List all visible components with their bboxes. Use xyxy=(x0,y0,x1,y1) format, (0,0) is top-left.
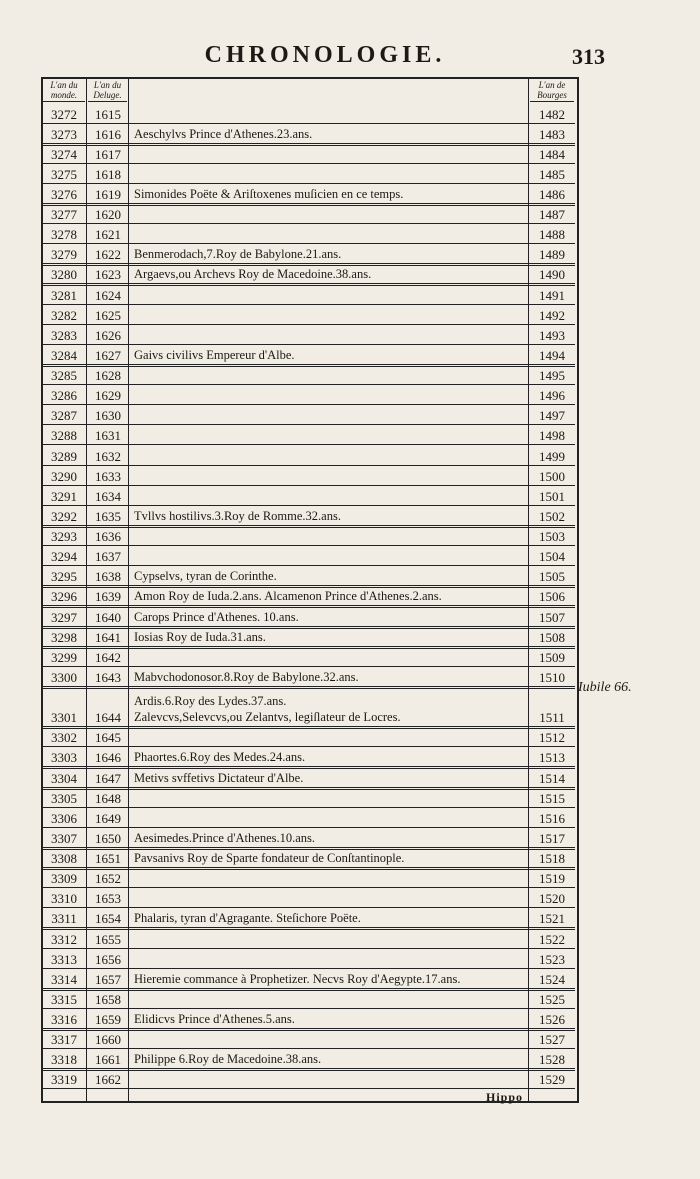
table-row xyxy=(41,426,575,446)
year-deluge: 1649 xyxy=(95,810,121,826)
year-bourges: 1485 xyxy=(539,166,565,182)
year-monde: 3317 xyxy=(51,1032,77,1048)
table-row xyxy=(41,889,575,909)
year-deluge: 1627 xyxy=(95,347,121,363)
year-bourges: 1482 xyxy=(539,106,565,122)
year-bourges: 1484 xyxy=(539,146,565,162)
year-bourges: 1508 xyxy=(539,629,565,645)
year-monde: 3284 xyxy=(51,347,77,363)
event-text: Carops Prince d'Athenes. 10.ans. xyxy=(134,609,299,624)
table-row xyxy=(41,325,575,345)
year-bourges: 1518 xyxy=(539,851,565,867)
year-monde: 3290 xyxy=(51,468,77,484)
table-row xyxy=(41,969,575,991)
year-monde: 3314 xyxy=(51,971,77,987)
year-deluge: 1635 xyxy=(95,508,121,524)
year-deluge: 1654 xyxy=(95,911,121,927)
year-monde: 3295 xyxy=(51,569,77,585)
year-bourges: 1491 xyxy=(539,287,565,303)
year-bourges: 1522 xyxy=(539,931,565,947)
year-bourges: 1495 xyxy=(539,368,565,384)
year-deluge: 1615 xyxy=(95,106,121,122)
table-row xyxy=(41,688,575,730)
year-deluge: 1662 xyxy=(95,1072,121,1088)
year-monde: 3303 xyxy=(51,750,77,766)
year-bourges: 1524 xyxy=(539,971,565,987)
year-bourges: 1529 xyxy=(539,1072,565,1088)
table-row xyxy=(41,768,575,790)
year-deluge: 1638 xyxy=(95,569,121,585)
year-monde: 3287 xyxy=(51,408,77,424)
year-monde: 3276 xyxy=(51,187,77,202)
year-monde: 3294 xyxy=(51,549,77,565)
table-row xyxy=(41,366,575,386)
year-deluge: 1630 xyxy=(95,408,121,424)
year-monde: 3308 xyxy=(51,851,77,867)
year-monde: 3309 xyxy=(51,871,77,887)
year-monde: 3316 xyxy=(51,1012,77,1028)
table-row xyxy=(41,205,575,225)
table-row xyxy=(41,1010,575,1032)
year-monde: 3315 xyxy=(51,991,77,1007)
year-monde: 3307 xyxy=(51,830,77,846)
year-deluge: 1656 xyxy=(95,951,121,967)
table-row xyxy=(41,748,575,770)
year-monde: 3283 xyxy=(51,327,77,343)
year-deluge: 1651 xyxy=(95,851,121,867)
year-bourges: 1515 xyxy=(539,790,565,806)
table-row xyxy=(41,547,575,567)
year-bourges: 1496 xyxy=(539,388,565,404)
year-monde: 3310 xyxy=(51,891,77,907)
year-deluge: 1653 xyxy=(95,891,121,907)
year-monde: 3311 xyxy=(51,911,77,927)
table-row xyxy=(41,808,575,828)
table-row xyxy=(41,1030,575,1050)
year-deluge: 1619 xyxy=(95,187,121,202)
year-bourges: 1493 xyxy=(539,327,565,343)
table-row xyxy=(41,1070,575,1090)
year-deluge: 1646 xyxy=(95,750,121,766)
event-text: Gaivs civilivs Empereur d'Albe. xyxy=(134,347,295,362)
year-monde: 3275 xyxy=(51,166,77,182)
year-bourges: 1507 xyxy=(539,609,565,625)
table-row xyxy=(41,728,575,748)
year-deluge: 1655 xyxy=(95,931,121,947)
year-deluge: 1640 xyxy=(95,609,121,625)
table-row xyxy=(41,607,575,629)
table-row xyxy=(41,446,575,466)
year-deluge: 1618 xyxy=(95,166,121,182)
event-text: Ardis.6.Roy des Lydes.37.ans. xyxy=(134,694,287,709)
year-bourges: 1504 xyxy=(539,549,565,565)
year-deluge: 1643 xyxy=(95,669,121,685)
table-row xyxy=(41,989,575,1009)
column-header-monde: L'an du monde. xyxy=(43,80,85,102)
table-row xyxy=(41,527,575,547)
event-text: Benmerodach,7.Roy de Babylone.21.ans. xyxy=(134,247,342,262)
year-monde: 3285 xyxy=(51,368,77,384)
table-row xyxy=(41,949,575,969)
year-bourges: 1510 xyxy=(539,669,565,685)
year-monde: 3272 xyxy=(51,106,77,122)
year-deluge: 1641 xyxy=(95,629,121,645)
year-deluge: 1644 xyxy=(95,710,121,726)
year-monde: 3319 xyxy=(51,1072,77,1088)
table-row xyxy=(41,667,575,689)
year-monde: 3286 xyxy=(51,388,77,404)
table-row xyxy=(41,245,575,267)
year-monde: 3297 xyxy=(51,609,77,625)
event-text: Pavsanivs Roy de Sparte fondateur de Conſtantinople. xyxy=(134,851,405,866)
year-monde: 3313 xyxy=(51,951,77,967)
year-deluge: 1661 xyxy=(95,1052,121,1068)
year-deluge: 1636 xyxy=(95,529,121,545)
year-deluge: 1623 xyxy=(95,267,121,283)
year-monde: 3289 xyxy=(51,448,77,464)
year-monde: 3292 xyxy=(51,508,77,524)
event-text: Philippe 6.Roy de Macedoine.38.ans. xyxy=(134,1052,322,1067)
year-deluge: 1629 xyxy=(95,388,121,404)
year-bourges: 1498 xyxy=(539,428,565,444)
year-bourges: 1499 xyxy=(539,448,565,464)
year-deluge: 1650 xyxy=(95,830,121,846)
year-monde: 3298 xyxy=(51,629,77,645)
year-bourges: 1501 xyxy=(539,488,565,504)
table-row xyxy=(41,1050,575,1072)
year-bourges: 1489 xyxy=(539,247,565,263)
year-bourges: 1516 xyxy=(539,810,565,826)
event-text: Cypselvs, tyran de Corinthe. xyxy=(134,569,277,584)
table-row xyxy=(41,647,575,667)
year-bourges: 1502 xyxy=(539,508,565,524)
year-monde: 3277 xyxy=(51,207,77,223)
year-bourges: 1506 xyxy=(539,589,565,605)
event-text: Simonides Poëte & Ariſtoxenes muſicien en ce temps. xyxy=(134,187,404,201)
year-bourges: 1488 xyxy=(539,227,565,243)
year-deluge: 1660 xyxy=(95,1032,121,1048)
year-monde: 3274 xyxy=(51,146,77,162)
table-row xyxy=(41,828,575,850)
year-bourges: 1523 xyxy=(539,951,565,967)
year-deluge: 1626 xyxy=(95,327,121,343)
event-text: Argaevs,ou Archevs Roy de Macedoine.38.ans. xyxy=(134,267,372,282)
event-text: Zalevcvs,Selevcvs,ou Zelantvs, legiſlateur de Locres. xyxy=(134,710,401,725)
event-text: Aeschylvs Prince d'Athenes.23.ans. xyxy=(134,126,313,141)
year-monde: 3300 xyxy=(51,669,77,685)
table-row xyxy=(41,909,575,931)
year-monde: 3306 xyxy=(51,810,77,826)
page-title: CHRONOLOGIE. xyxy=(204,42,446,68)
year-bourges: 1492 xyxy=(539,307,565,323)
year-monde: 3302 xyxy=(51,730,77,746)
year-deluge: 1622 xyxy=(95,247,121,263)
table-row xyxy=(41,627,575,649)
year-bourges: 1526 xyxy=(539,1012,565,1028)
year-bourges: 1528 xyxy=(539,1052,565,1068)
event-text: Phaortes.6.Roy des Medes.24.ans. xyxy=(134,750,306,765)
table-row xyxy=(41,184,575,206)
year-deluge: 1620 xyxy=(95,207,121,223)
year-bourges: 1525 xyxy=(539,991,565,1007)
event-text: Phalaris, tyran d'Agragante. Steſichore Poëte. xyxy=(134,911,361,926)
year-deluge: 1657 xyxy=(95,971,121,987)
year-deluge: 1637 xyxy=(95,549,121,565)
page-number: 313 xyxy=(572,44,605,69)
year-deluge: 1621 xyxy=(95,227,121,243)
year-deluge: 1645 xyxy=(95,730,121,746)
event-text: Metivs svffetivs Dictateur d'Albe. xyxy=(134,770,304,785)
event-text: Amon Roy de Iuda.2.ans. Alcamenon Prince d'Athenes.2.ans. xyxy=(134,589,442,604)
year-bourges: 1487 xyxy=(539,207,565,223)
year-deluge: 1639 xyxy=(95,589,121,605)
year-bourges: 1490 xyxy=(539,267,565,283)
year-bourges: 1509 xyxy=(539,649,565,665)
table-row xyxy=(41,587,575,609)
year-deluge: 1652 xyxy=(95,871,121,887)
year-monde: 3305 xyxy=(51,790,77,806)
year-monde: 3282 xyxy=(51,307,77,323)
event-text: Aesimedes.Prince d'Athenes.10.ans. xyxy=(134,830,316,845)
year-monde: 3280 xyxy=(51,267,77,283)
year-bourges: 1520 xyxy=(539,891,565,907)
table-row xyxy=(41,104,575,124)
event-text: Elidicvs Prince d'Athenes.5.ans. xyxy=(134,1012,295,1027)
year-deluge: 1634 xyxy=(95,488,121,504)
year-monde: 3299 xyxy=(51,649,77,665)
year-monde: 3304 xyxy=(51,770,77,786)
table-row xyxy=(41,486,575,506)
year-deluge: 1628 xyxy=(95,368,121,384)
year-bourges: 1503 xyxy=(539,529,565,545)
table-row xyxy=(41,567,575,589)
table-row xyxy=(41,466,575,486)
table-row xyxy=(41,164,575,184)
year-bourges: 1497 xyxy=(539,408,565,424)
year-monde: 3273 xyxy=(51,126,77,142)
table-row xyxy=(41,788,575,808)
table-row xyxy=(41,386,575,406)
year-monde: 3293 xyxy=(51,529,77,545)
year-monde: 3291 xyxy=(51,488,77,504)
table-row xyxy=(41,406,575,426)
year-monde: 3288 xyxy=(51,428,77,444)
column-header-bourges: L'an de Bourges xyxy=(530,80,574,102)
year-deluge: 1625 xyxy=(95,307,121,323)
year-monde: 3301 xyxy=(51,710,77,726)
year-deluge: 1647 xyxy=(95,770,121,786)
year-bourges: 1512 xyxy=(539,730,565,746)
table-row xyxy=(41,506,575,528)
year-deluge: 1642 xyxy=(95,649,121,665)
year-monde: 3318 xyxy=(51,1052,77,1068)
table-row xyxy=(41,144,575,164)
table-row xyxy=(41,225,575,245)
year-bourges: 1500 xyxy=(539,468,565,484)
catchword: Hippo xyxy=(486,1090,524,1104)
table-row xyxy=(41,124,575,146)
year-bourges: 1511 xyxy=(539,710,565,726)
year-deluge: 1624 xyxy=(95,287,121,303)
year-bourges: 1521 xyxy=(539,911,565,927)
year-deluge: 1631 xyxy=(95,428,121,444)
year-deluge: 1648 xyxy=(95,790,121,806)
year-deluge: 1616 xyxy=(95,126,121,142)
year-bourges: 1483 xyxy=(539,126,565,142)
year-deluge: 1659 xyxy=(95,1012,121,1028)
margin-note: Iubile 66. xyxy=(578,680,632,695)
year-bourges: 1519 xyxy=(539,871,565,887)
year-bourges: 1513 xyxy=(539,750,565,766)
year-monde: 3312 xyxy=(51,931,77,947)
table-row xyxy=(41,929,575,949)
table-row xyxy=(41,305,575,325)
year-deluge: 1617 xyxy=(95,146,121,162)
year-bourges: 1505 xyxy=(539,569,565,585)
year-monde: 3279 xyxy=(51,247,77,263)
event-text: Mabvchodonosor.8.Roy de Babylone.32.ans. xyxy=(134,669,359,684)
year-monde: 3278 xyxy=(51,227,77,243)
table-row xyxy=(41,285,575,305)
year-monde: 3281 xyxy=(51,287,77,303)
year-bourges: 1486 xyxy=(539,187,565,202)
table-row xyxy=(41,265,575,287)
table-row xyxy=(41,345,575,367)
event-text: Hieremie commance à Prophetizer. Necvs Roy d'Aegypte.17.ans. xyxy=(134,971,461,986)
table-row xyxy=(41,869,575,889)
year-bourges: 1514 xyxy=(539,770,565,786)
event-text: Tvllvs hostilivs.3.Roy de Romme.32.ans. xyxy=(134,508,341,523)
year-monde: 3296 xyxy=(51,589,77,605)
year-deluge: 1658 xyxy=(95,991,121,1007)
year-bourges: 1494 xyxy=(539,347,565,363)
year-deluge: 1633 xyxy=(95,468,121,484)
year-deluge: 1632 xyxy=(95,448,121,464)
column-header-deluge: L'an du Deluge. xyxy=(88,80,127,102)
year-bourges: 1517 xyxy=(539,830,565,846)
table-row xyxy=(41,849,575,871)
year-bourges: 1527 xyxy=(539,1032,565,1048)
event-text: Iosias Roy de Iuda.31.ans. xyxy=(134,629,266,644)
